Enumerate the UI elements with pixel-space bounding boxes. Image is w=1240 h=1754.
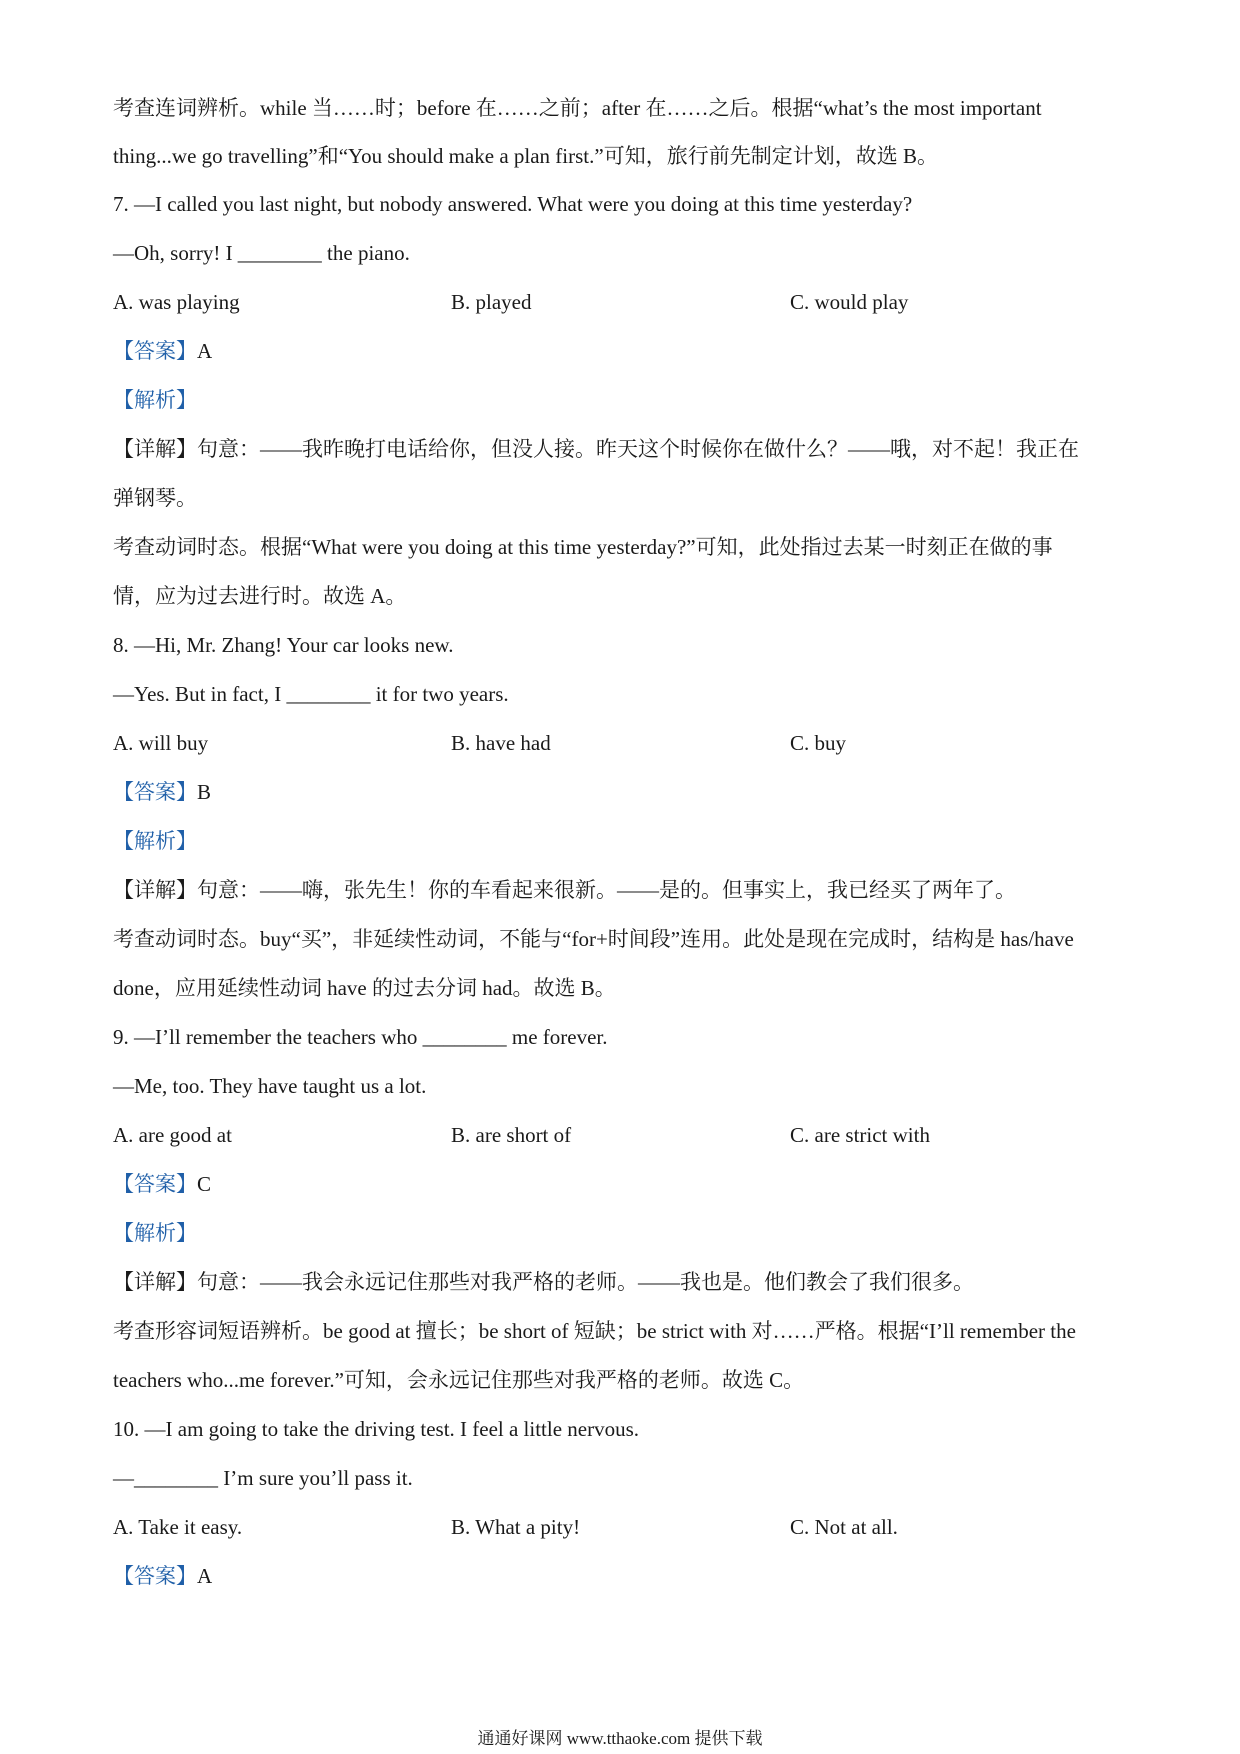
- answer-tag: 【答案】: [113, 780, 197, 804]
- q7-detail-4: 情，应为过去进行时。故选 A。: [113, 584, 407, 608]
- q9-option-a: A. are good at: [113, 1123, 232, 1147]
- q8-option-c: C. buy: [790, 731, 847, 755]
- answer-value: A: [197, 339, 213, 363]
- q7-reply: —Oh, sorry! I ________ the piano.: [113, 241, 410, 265]
- q7-option-b: B. played: [451, 290, 532, 314]
- answer-tag: 【答案】: [113, 339, 197, 363]
- q8-option-a: A. will buy: [113, 731, 209, 755]
- answer-tag: 【答案】: [113, 1172, 197, 1196]
- q7-option-a: A. was playing: [113, 290, 240, 314]
- q7-detail-2: 弹钢琴。: [113, 486, 197, 510]
- detail-text: 句意：——我会永远记住那些对我严格的老师。——我也是。他们教会了我们很多。: [197, 1270, 974, 1294]
- prev-explanation-line-1: 考查连词辨析。while 当……时；before 在……之前；after 在……之后。根据“what’s the most important: [113, 96, 1042, 120]
- q10-option-b: B. What a pity!: [451, 1515, 581, 1539]
- answer-tag: 【答案】: [113, 1564, 197, 1588]
- q7-answer: [113, 337, 212, 365]
- q7-detail-1: [113, 435, 1079, 463]
- q9-reply: —Me, too. They have taught us a lot.: [113, 1074, 427, 1098]
- detail-tag: 【详解】: [113, 878, 197, 902]
- q9-answer: [113, 1170, 211, 1198]
- q8-stem: 8. —Hi, Mr. Zhang! Your car looks new.: [113, 633, 454, 657]
- answer-value: A: [197, 1564, 213, 1588]
- detail-tag: 【详解】: [113, 437, 197, 461]
- q7-detail-3: 考查动词时态。根据“What were you doing at this time yesterday?”可知，此处指过去某一时刻正在做的事: [113, 535, 1053, 559]
- q8-analysis-tag: 【解析】: [113, 829, 197, 853]
- q10-option-a: A. Take it easy.: [113, 1515, 243, 1539]
- q7-option-c: C. would play: [790, 290, 909, 314]
- detail-text: 句意：——我昨晚打电话给你，但没人接。昨天这个时候你在做什么？——哦，对不起！我正在: [197, 437, 1079, 461]
- detail-text: 句意：——嗨，张先生！你的车看起来很新。——是的。但事实上，我已经买了两年了。: [197, 878, 1016, 902]
- q9-stem: 9. —I’ll remember the teachers who ________ me forever.: [113, 1025, 608, 1049]
- q10-reply: —________ I’m sure you’ll pass it.: [113, 1466, 413, 1490]
- answer-value: C: [197, 1172, 212, 1196]
- q9-detail-2: 考查形容词短语辨析。be good at 擅长；be short of 短缺；be strict with 对……严格。根据“I’ll remember the: [113, 1319, 1076, 1343]
- q7-analysis-tag: 【解析】: [113, 388, 197, 412]
- q8-answer: [113, 778, 211, 806]
- prev-explanation-line-2: thing...we go travelling”和“You should make a plan first.”可知，旅行前先制定计划，故选 B。: [113, 144, 938, 168]
- q9-detail-3: teachers who...me forever.”可知，会永远记住那些对我严格的老师。故选 C。: [113, 1368, 805, 1392]
- q10-option-c: C. Not at all.: [790, 1515, 898, 1539]
- q8-reply: —Yes. But in fact, I ________ it for two years.: [113, 682, 509, 706]
- q10-stem: 10. —I am going to take the driving test. I feel a little nervous.: [113, 1417, 640, 1441]
- q8-detail-1: [113, 876, 1016, 904]
- detail-tag: 【详解】: [113, 1270, 197, 1294]
- q8-detail-3: done，应用延续性动词 have 的过去分词 had。故选 B。: [113, 976, 616, 1000]
- page-footer: 通通好课网 www.tthaoke.com 提供下载: [477, 1729, 763, 1748]
- q7-stem: 7. —I called you last night, but nobody answered. What were you doing at this time yesterday?: [113, 192, 913, 216]
- q9-option-c: C. are strict with: [790, 1123, 930, 1147]
- answer-value: B: [197, 780, 212, 804]
- q9-analysis-tag: 【解析】: [113, 1221, 197, 1245]
- q8-option-b: B. have had: [451, 731, 551, 755]
- q9-option-b: B. are short of: [451, 1123, 572, 1147]
- q10-answer: [113, 1562, 212, 1590]
- q9-detail-1: [113, 1268, 974, 1296]
- q8-detail-2: 考查动词时态。buy“买”，非延续性动词，不能与“for+时间段”连用。此处是现在完成时，结构是 has/have: [113, 927, 1074, 951]
